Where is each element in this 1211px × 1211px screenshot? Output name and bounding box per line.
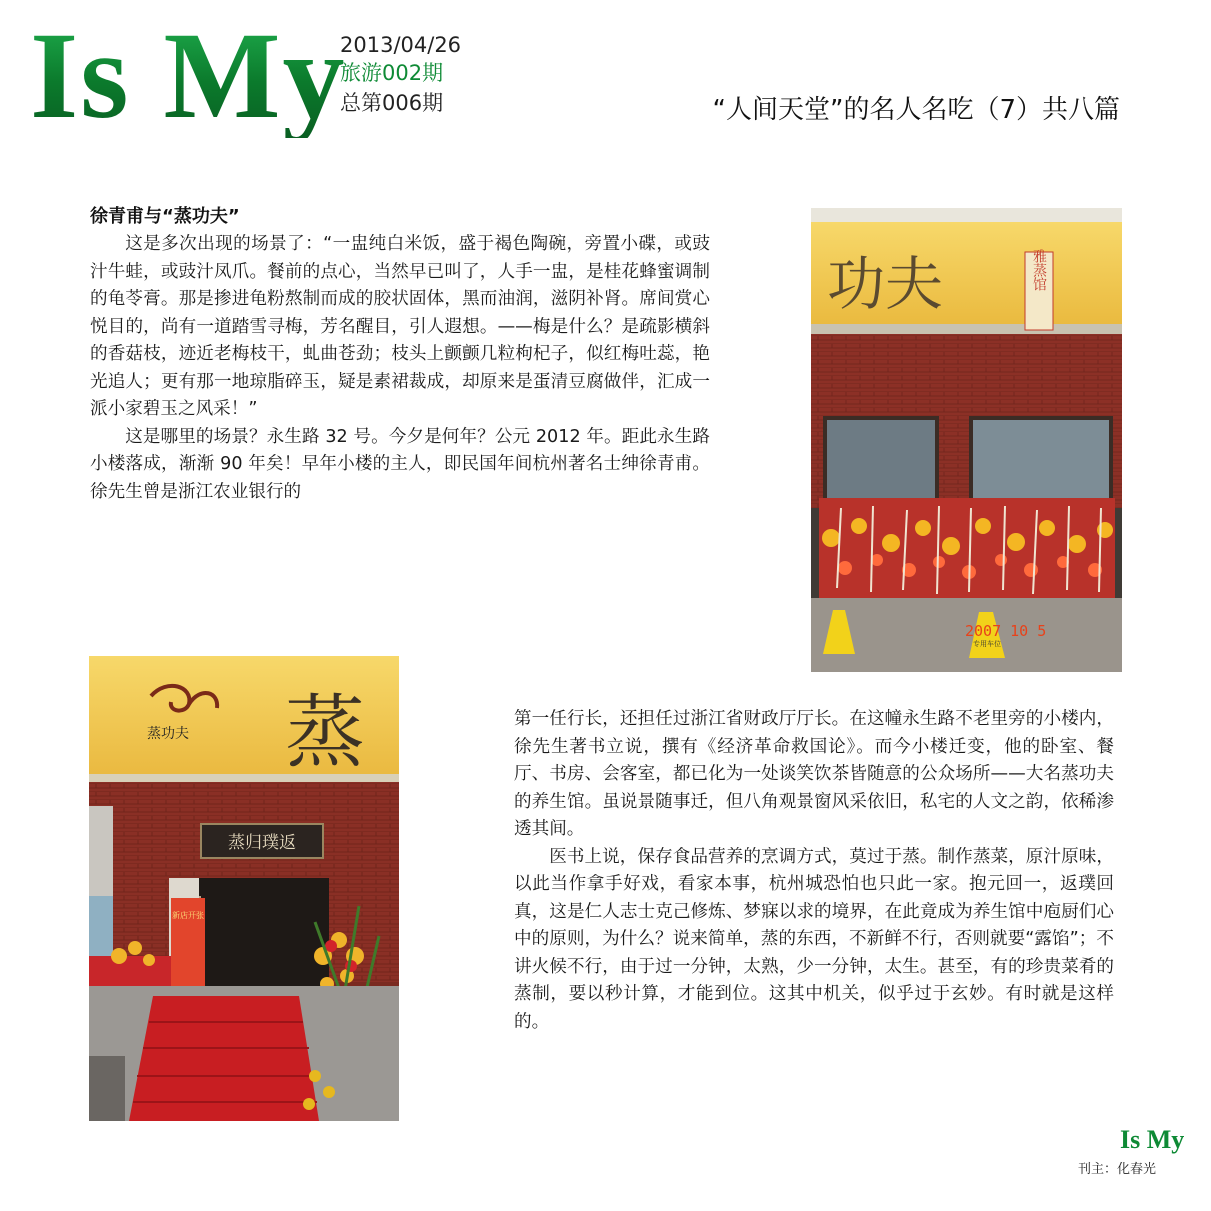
section-heading: 徐青甫与“蒸功夫” bbox=[90, 206, 240, 227]
article-column-2 bbox=[514, 706, 1114, 1036]
paragraph: 这是多次出现的场景了：“一盅纯白米饭，盛于褐色陶碗，旁置小碟，或豉汁牛蛙，或豉汁凤爪。餐前的点心，当然早已叫了，人手一盅，是桂花蜂蜜调制的龟苓膏。那是掺进龟粉熬制而成的胶状固体，黑而油润，滋阴补肾。席间赏心悦目的，尚有一道踏雪寻梅，芳名醒目，引人遐想。——梅是什么？是疏影横斜的香菇枝，迹近老梅枝干，虬曲苍劲；枝头上颤颤几粒枸杞子，似红梅吐蕊，艳光追人；更有那一地琼脂碎玉，疑是素裙裁成，却原来是蛋清豆腐做伴，汇成一派小家碧玉之风采！” bbox=[90, 234, 710, 419]
plaque-text: 蒸归璞返 bbox=[228, 833, 296, 853]
article-column-1 bbox=[90, 231, 710, 506]
cone-label: 专用车位 bbox=[973, 640, 1001, 648]
footer-editor-credit: 刊主：化春光 bbox=[1078, 1162, 1157, 1177]
photo-timestamp: 2007 10 5 bbox=[965, 622, 1047, 640]
sign-text: 功夫 bbox=[827, 250, 944, 318]
flower-baskets bbox=[819, 498, 1115, 598]
restaurant-facade-photo bbox=[811, 208, 1122, 672]
facade-illustration bbox=[811, 208, 1122, 672]
paragraph: 医书上说，保存食品营养的烹调方式，莫过于蒸。制作蒸菜，原汁原味，以此当作拿手好戏，看家本事，杭州城恐怕也只此一家。抱元回一，返璞回真，这是仁人志士克己修炼、梦寐以求的境界，在此竟成为养生馆中庖厨们心中的原则，为什么？说来简单，蒸的东西，不新鲜不行，否则就要“露馅”；不讲火候不行，由于过一分钟，太熟，少一分钟，太生。甚至，有的珍贵菜肴的蒸制，要以秒计算，才能到位。这其中机关，似乎过于玄妙。有时就是这样的。 bbox=[514, 846, 1114, 1032]
sign-big-char: 蒸 bbox=[285, 686, 365, 779]
issue-series: 旅游002期 bbox=[340, 61, 444, 85]
masthead-logo: Is My bbox=[30, 7, 347, 144]
restaurant-entrance-photo bbox=[89, 656, 399, 1121]
brand-small-text: 蒸功夫 bbox=[147, 726, 189, 742]
issue-date: 2013/04/26 bbox=[340, 33, 462, 57]
entrance-illustration bbox=[89, 656, 399, 1121]
article-title: “人间天堂”的名人名吃（7）共八篇 bbox=[712, 95, 1120, 125]
footer-logo: Is My bbox=[1120, 1125, 1185, 1154]
paragraph: 第一任行长，还担任过浙江省财政厅厅长。在这幢永生路不老里旁的小楼内，徐先生著书立说，撰有《经济革命救国论》。而今小楼迁变，他的卧室、餐厅、书房、会客室，都已化为一处谈笑饮茶皆随意的公众场所——大名蒸功夫的养生馆。虽说景随事迁，但八角观景窗风采依旧，私宅的人文之韵，依稀渗透其间。 bbox=[514, 709, 1114, 839]
issue-total: 总第006期 bbox=[340, 91, 444, 115]
sign-side-text: 雅蒸馆 bbox=[1031, 249, 1047, 291]
paragraph: 这是哪里的场景？永生路 32 号。今夕是何年？公元 2012 年。距此永生路小楼落成，渐渐 90 年矣！早年小楼的主人，即民国年间杭州著名士绅徐青甫。徐先生曾是浙江农业银行的 bbox=[90, 426, 710, 502]
banner-text: 新店开张 bbox=[172, 911, 204, 920]
